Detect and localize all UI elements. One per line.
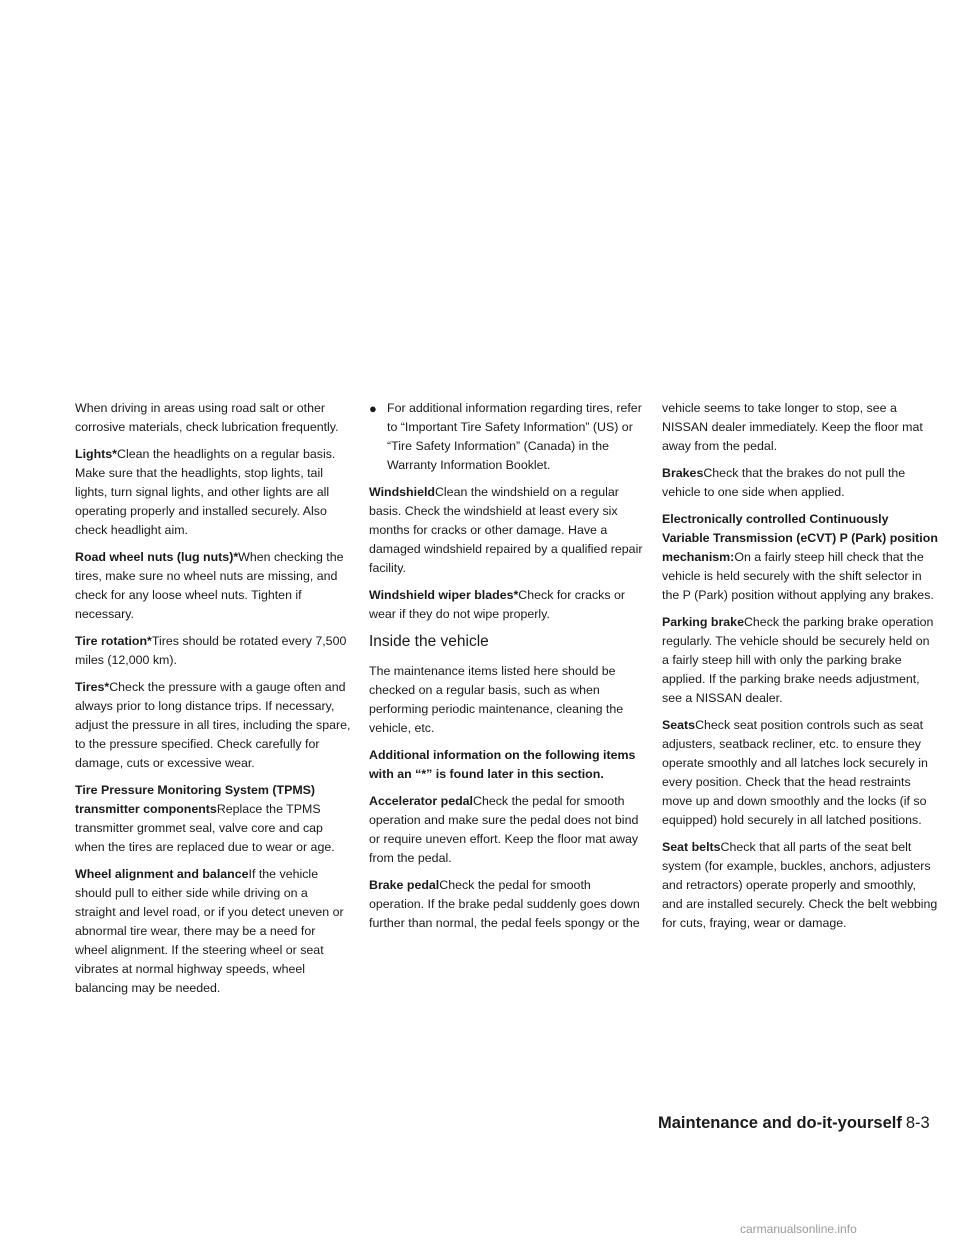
paragraph-road-salt: When driving in areas using road salt or other corrosive materials, check lubrication frequently. — [75, 401, 339, 434]
paragraph-parking-brake — [662, 613, 938, 708]
text-tpms: Replace the TPMS transmitter grommet seal, valve core and cap when the tires are replaced due to wear or age. — [75, 802, 335, 854]
watermark-text: carmanualsonline.info — [740, 1222, 857, 1236]
term-seats: Seats — [662, 718, 696, 732]
text-wheel-alignment: If the vehicle should pull to either side while driving on a straight and level road, or if you detect uneven or abnormal tire wear, there may be a need for wheel alignment. If the steering wheel or seat vibrates at normal highway speeds, wheel balancing may be needed. — [75, 867, 344, 995]
paragraph-windshield — [369, 483, 645, 578]
text-wiper-blades: Check for cracks or wear if they do not wipe properly. — [369, 588, 626, 621]
page-number: 8-3 — [905, 1114, 930, 1132]
section-heading-inside-vehicle: Inside the vehicle — [369, 633, 489, 650]
text-brake-pedal: Check the pedal for smooth operation. If the brake pedal suddenly goes down further than normal, the pedal feels spongy or the — [369, 878, 640, 930]
term-ecvt: Electronically controlled Continuously Variable Transmission (eCVT) P (Park) position mechanism: — [662, 512, 938, 564]
term-seat-belts: Seat belts — [662, 840, 721, 854]
text-parking-brake: Check the parking brake operation regularly. The vehicle should be securely held on a fairly steep hill with only the parking brake applied. If the parking brake needs adjustment, see a NISSAN dealer. — [662, 615, 934, 705]
term-brakes: Brakes — [662, 466, 704, 480]
term-windshield: Windshield — [369, 485, 435, 499]
term-wheel-alignment: Wheel alignment and balance — [75, 867, 249, 881]
paragraph-wiper-blades — [369, 586, 645, 624]
text-lug-nuts: When checking the tires, make sure no wheel nuts are missing, and check for any loose wheel nuts. Tighten if necessary. — [75, 550, 344, 621]
paragraph-lights — [75, 445, 351, 540]
paragraph-seats — [662, 716, 938, 830]
paragraph-brakes — [662, 464, 938, 502]
text-brakes: Check that the brakes do not pull the vehicle to one side when applied. — [662, 466, 906, 499]
paragraph-seat-belts — [662, 838, 938, 933]
paragraph-inside-intro: The maintenance items listed here should be checked on a regular basis, such as when performing periodic maintenance, cleaning the vehicle, etc. — [369, 664, 624, 735]
paragraph-tires — [75, 678, 351, 773]
footer-section-title: Maintenance and do-it-yourself — [658, 1114, 902, 1132]
bullet-text: For additional information regarding tires, refer to “Important Tire Safety Information” (US) or “Tire Safety Information” (Canada) in the Warranty Information Booklet. — [387, 401, 642, 472]
term-tires: Tires* — [75, 680, 110, 694]
paragraph-additional-info: Additional information on the following items with an “*” is found later in this section. — [369, 748, 636, 781]
term-tpms: Tire Pressure Monitoring System (TPMS) transmitter components — [75, 783, 316, 816]
paragraph-ecvt — [662, 510, 938, 605]
paragraph-tpms — [75, 781, 351, 857]
term-lights: Lights* — [75, 447, 117, 461]
paragraph-accelerator — [369, 792, 645, 868]
term-lug-nuts: Road wheel nuts (lug nuts)* — [75, 550, 239, 564]
bullet-icon: ● — [369, 401, 377, 416]
bullet-item-tire-info — [369, 399, 645, 475]
text-seats: Check seat position controls such as seat adjusters, seatback recliner, etc. to ensure they operate smoothly and all latches lock securely in every position. Check that the head restraints move up and down smoothly and the locks (if so equipped) hold securely in all latched positions. — [662, 718, 928, 827]
text-tire-rotation: Tires should be rotated every 7,500 miles (12,000 km). — [75, 634, 347, 667]
paragraph-tire-rotation — [75, 632, 351, 670]
paragraph-wheel-alignment — [75, 865, 351, 998]
paragraph-brake-pedal — [369, 876, 645, 933]
text-ecvt: On a fairly steep hill check that the vehicle is held securely with the shift selector in the P (Park) position without applying any brakes. — [662, 550, 934, 602]
text-seat-belts: Check that all parts of the seat belt system (for example, buckles, anchors, adjusters and retractors) operate properly and smoothly, and are installed securely. Check the belt webbing for cuts, fraying, wear or damage. — [662, 840, 938, 930]
term-parking-brake: Parking brake — [662, 615, 744, 629]
column-left — [75, 399, 351, 1006]
term-tire-rotation: Tire rotation* — [75, 634, 152, 648]
text-windshield: Clean the windshield on a regular basis. Check the windshield at least every six months for cracks or other damage. Have a damaged windshield repaired by a qualified repair facility. — [369, 485, 643, 575]
column-right — [662, 399, 938, 941]
text-accelerator: Check the pedal for smooth operation and make sure the pedal does not bind or require uneven effort. Keep the floor mat away from the pedal. — [369, 794, 639, 865]
page-footer — [658, 1112, 930, 1134]
term-brake-pedal: Brake pedal — [369, 878, 440, 892]
text-tires: Check the pressure with a gauge often and always prior to long distance trips. If necessary, adjust the pressure in all tires, including the spare, to the pressure specified. Check carefully for damage, cuts or excessive wear. — [75, 680, 351, 770]
paragraph-lug-nuts — [75, 548, 351, 624]
term-wiper-blades: Windshield wiper blades* — [369, 588, 519, 602]
term-accelerator: Accelerator pedal — [369, 794, 473, 808]
text-lights: Clean the headlights on a regular basis. Make sure that the headlights, stop lights, tail lights, turn signal lights, and other lights are all operating properly and installed securely. Also check headlight aim. — [75, 447, 336, 537]
column-middle — [369, 399, 645, 941]
paragraph-brake-pedal-continued: vehicle seems to take longer to stop, see a NISSAN dealer immediately. Keep the floor mat away from the pedal. — [662, 401, 923, 453]
